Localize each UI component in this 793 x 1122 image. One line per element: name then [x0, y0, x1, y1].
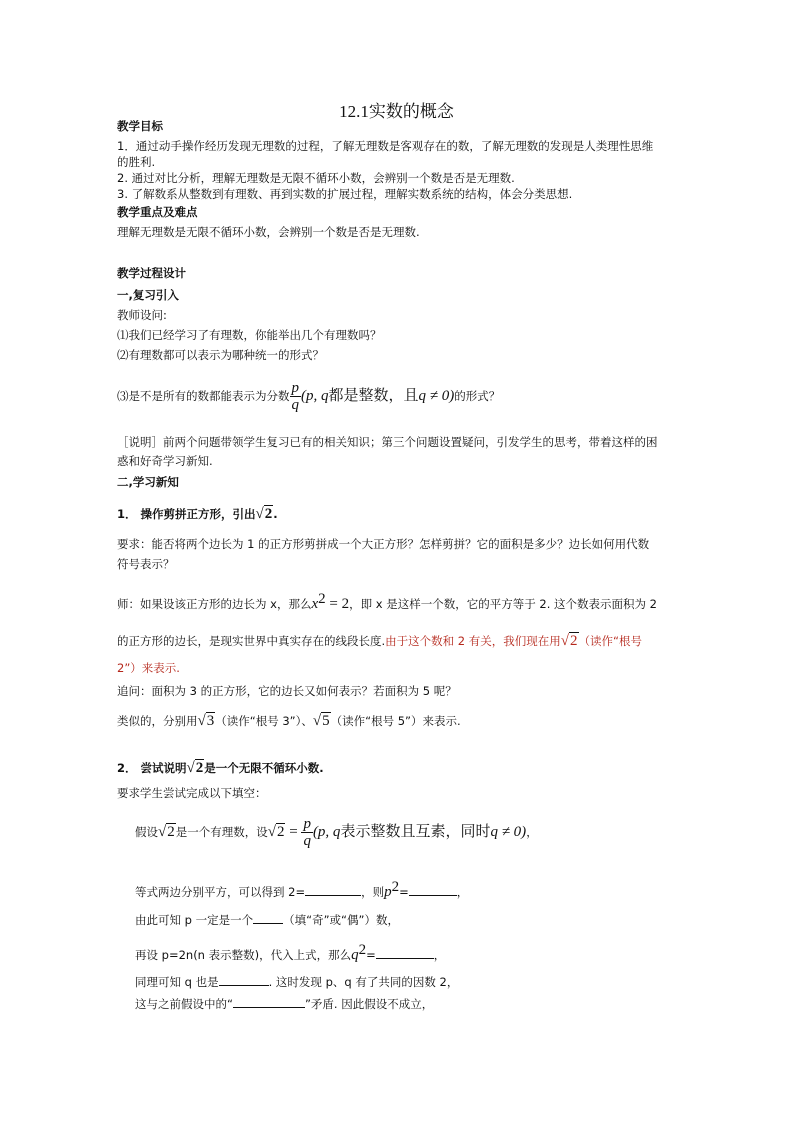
teacher-line-1: 师：如果设该正方形的边长为 x，那么$x^2 = 2$，即 x 是这样一个数，它的平方等于 2. 这个数表示面积为 2 — [117, 591, 657, 612]
sqrt-symbol: √3 — [197, 713, 215, 729]
part-2-heading: 2． 尝试说明√2是一个无限不循环小数. — [117, 760, 324, 776]
similar-line: 类似的，分别用√3（读作“根号 3”）、√5（读作“根号 5”）来表示. — [117, 713, 461, 729]
sqrt-symbol: √2 — [560, 633, 578, 649]
fill-line-2: 由此可知 p 一定是一个 （填“奇”或“偶”）数， — [135, 913, 399, 927]
fill-line-3: 再设 p=2n(n 表示整数)，代入上式，那么$q^2=$ ， — [135, 942, 446, 963]
fill-line-5: 这与之前假设中的“ ”矛盾. 因此假设不成立， — [135, 997, 434, 1011]
note-cont: 惑和好奇学习新知. — [117, 454, 213, 468]
sqrt-symbol: √2 — [267, 824, 285, 840]
teacher-line-2: 的正方形的边长，是现实世界中真实存在的线段长度.由于这个数和 2 有关，我们现在用√2（读作“根号 — [117, 633, 642, 649]
blank-6[interactable] — [233, 995, 305, 1008]
key-heading: 教学重点及难点 — [117, 205, 198, 219]
section-1-heading: 一,复习引入 — [117, 288, 179, 302]
sqrt-symbol: √2 — [255, 506, 273, 522]
note: ［说明］前两个问题带领学生复习已有的相关知识；第三个问题设置疑问，引发学生的思考，带着这样的困 — [117, 435, 658, 449]
goals-heading: 教学目标 — [117, 119, 163, 133]
process-heading: 教学过程设计 — [117, 266, 186, 280]
teacher-line-3: 2”）来表示. — [117, 661, 180, 675]
hypothesis-line: 假设√2是一个有理数，设√2 = $\frac{p}{q}$ (p, q表示整数且互素，同时q ≠ 0)， — [135, 816, 538, 849]
blank-2[interactable] — [409, 883, 457, 896]
goal-1: 1．通过动手操作经历发现无理数的过程，了解无理数是客观存在的数，了解无理数的发现是人类理性思维 — [117, 139, 654, 153]
goal-2: 2. 通过对比分析，理解无理数是无限不循环小数，会辨别一个数是否是无理数. — [117, 171, 515, 185]
fill-line-1: 等式两边分别平方，可以得到 2= ，则$p^2=$ ， — [135, 879, 469, 900]
fraction-p-over-q: $\frac{p}{q}$ — [303, 816, 311, 849]
section-2-heading: 二,学习新知 — [117, 475, 179, 489]
part-2-requirement: 要求学生尝试完成以下填空： — [117, 786, 267, 800]
key-text: 理解无理数是无限不循环小数，会辨别一个数是否是无理数. — [117, 225, 420, 239]
teacher-ask: 教师设问: — [117, 308, 167, 322]
question-3: ⑶是不是所有的数都能表示为分数 $\frac{p}{q}$ (p, q都是整数，且q ≠ 0)的形式？ — [117, 380, 501, 413]
sqrt-symbol: √5 — [312, 713, 330, 729]
goal-1-cont: 的胜利. — [117, 155, 156, 169]
question-1: ⑴我们已经学习了有理数，你能举出几个有理数吗？ — [117, 328, 382, 342]
question-2: ⑵有理数都可以表示为哪种统一的形式？ — [117, 348, 324, 362]
sqrt-symbol: √2 — [158, 824, 175, 840]
follow-up-question: 追问：面积为 3 的正方形，它的边长又如何表示？若面积为 5 呢？ — [117, 684, 457, 698]
fraction-p-over-q: $\frac{p}{q}$ — [291, 380, 299, 413]
blank-3[interactable] — [253, 911, 283, 924]
fill-line-4: 同理可知 q 也是 . 这时发现 p、q 有了共同的因数 2， — [135, 975, 459, 989]
part-1-heading: 1． 操作剪拼正方形，引出√2. — [117, 506, 278, 522]
sqrt-symbol: √2 — [186, 760, 204, 776]
blank-1[interactable] — [305, 883, 361, 896]
blank-4[interactable] — [376, 946, 434, 959]
goal-3: 3. 了解数系从整数到有理数、再到实数的扩展过程，理解实数系统的结构，体会分类思想. — [117, 187, 573, 201]
blank-5[interactable] — [219, 973, 269, 986]
part-1-requirement: 要求：能否将两个边长为 1 的正方形剪拼成一个大正方形？怎样剪拼？它的面积是多少？边长如何用代数 — [117, 537, 650, 551]
part-1-requirement-cont: 符号表示？ — [117, 557, 175, 571]
page-title: 12.1实数的概念 — [339, 102, 454, 121]
